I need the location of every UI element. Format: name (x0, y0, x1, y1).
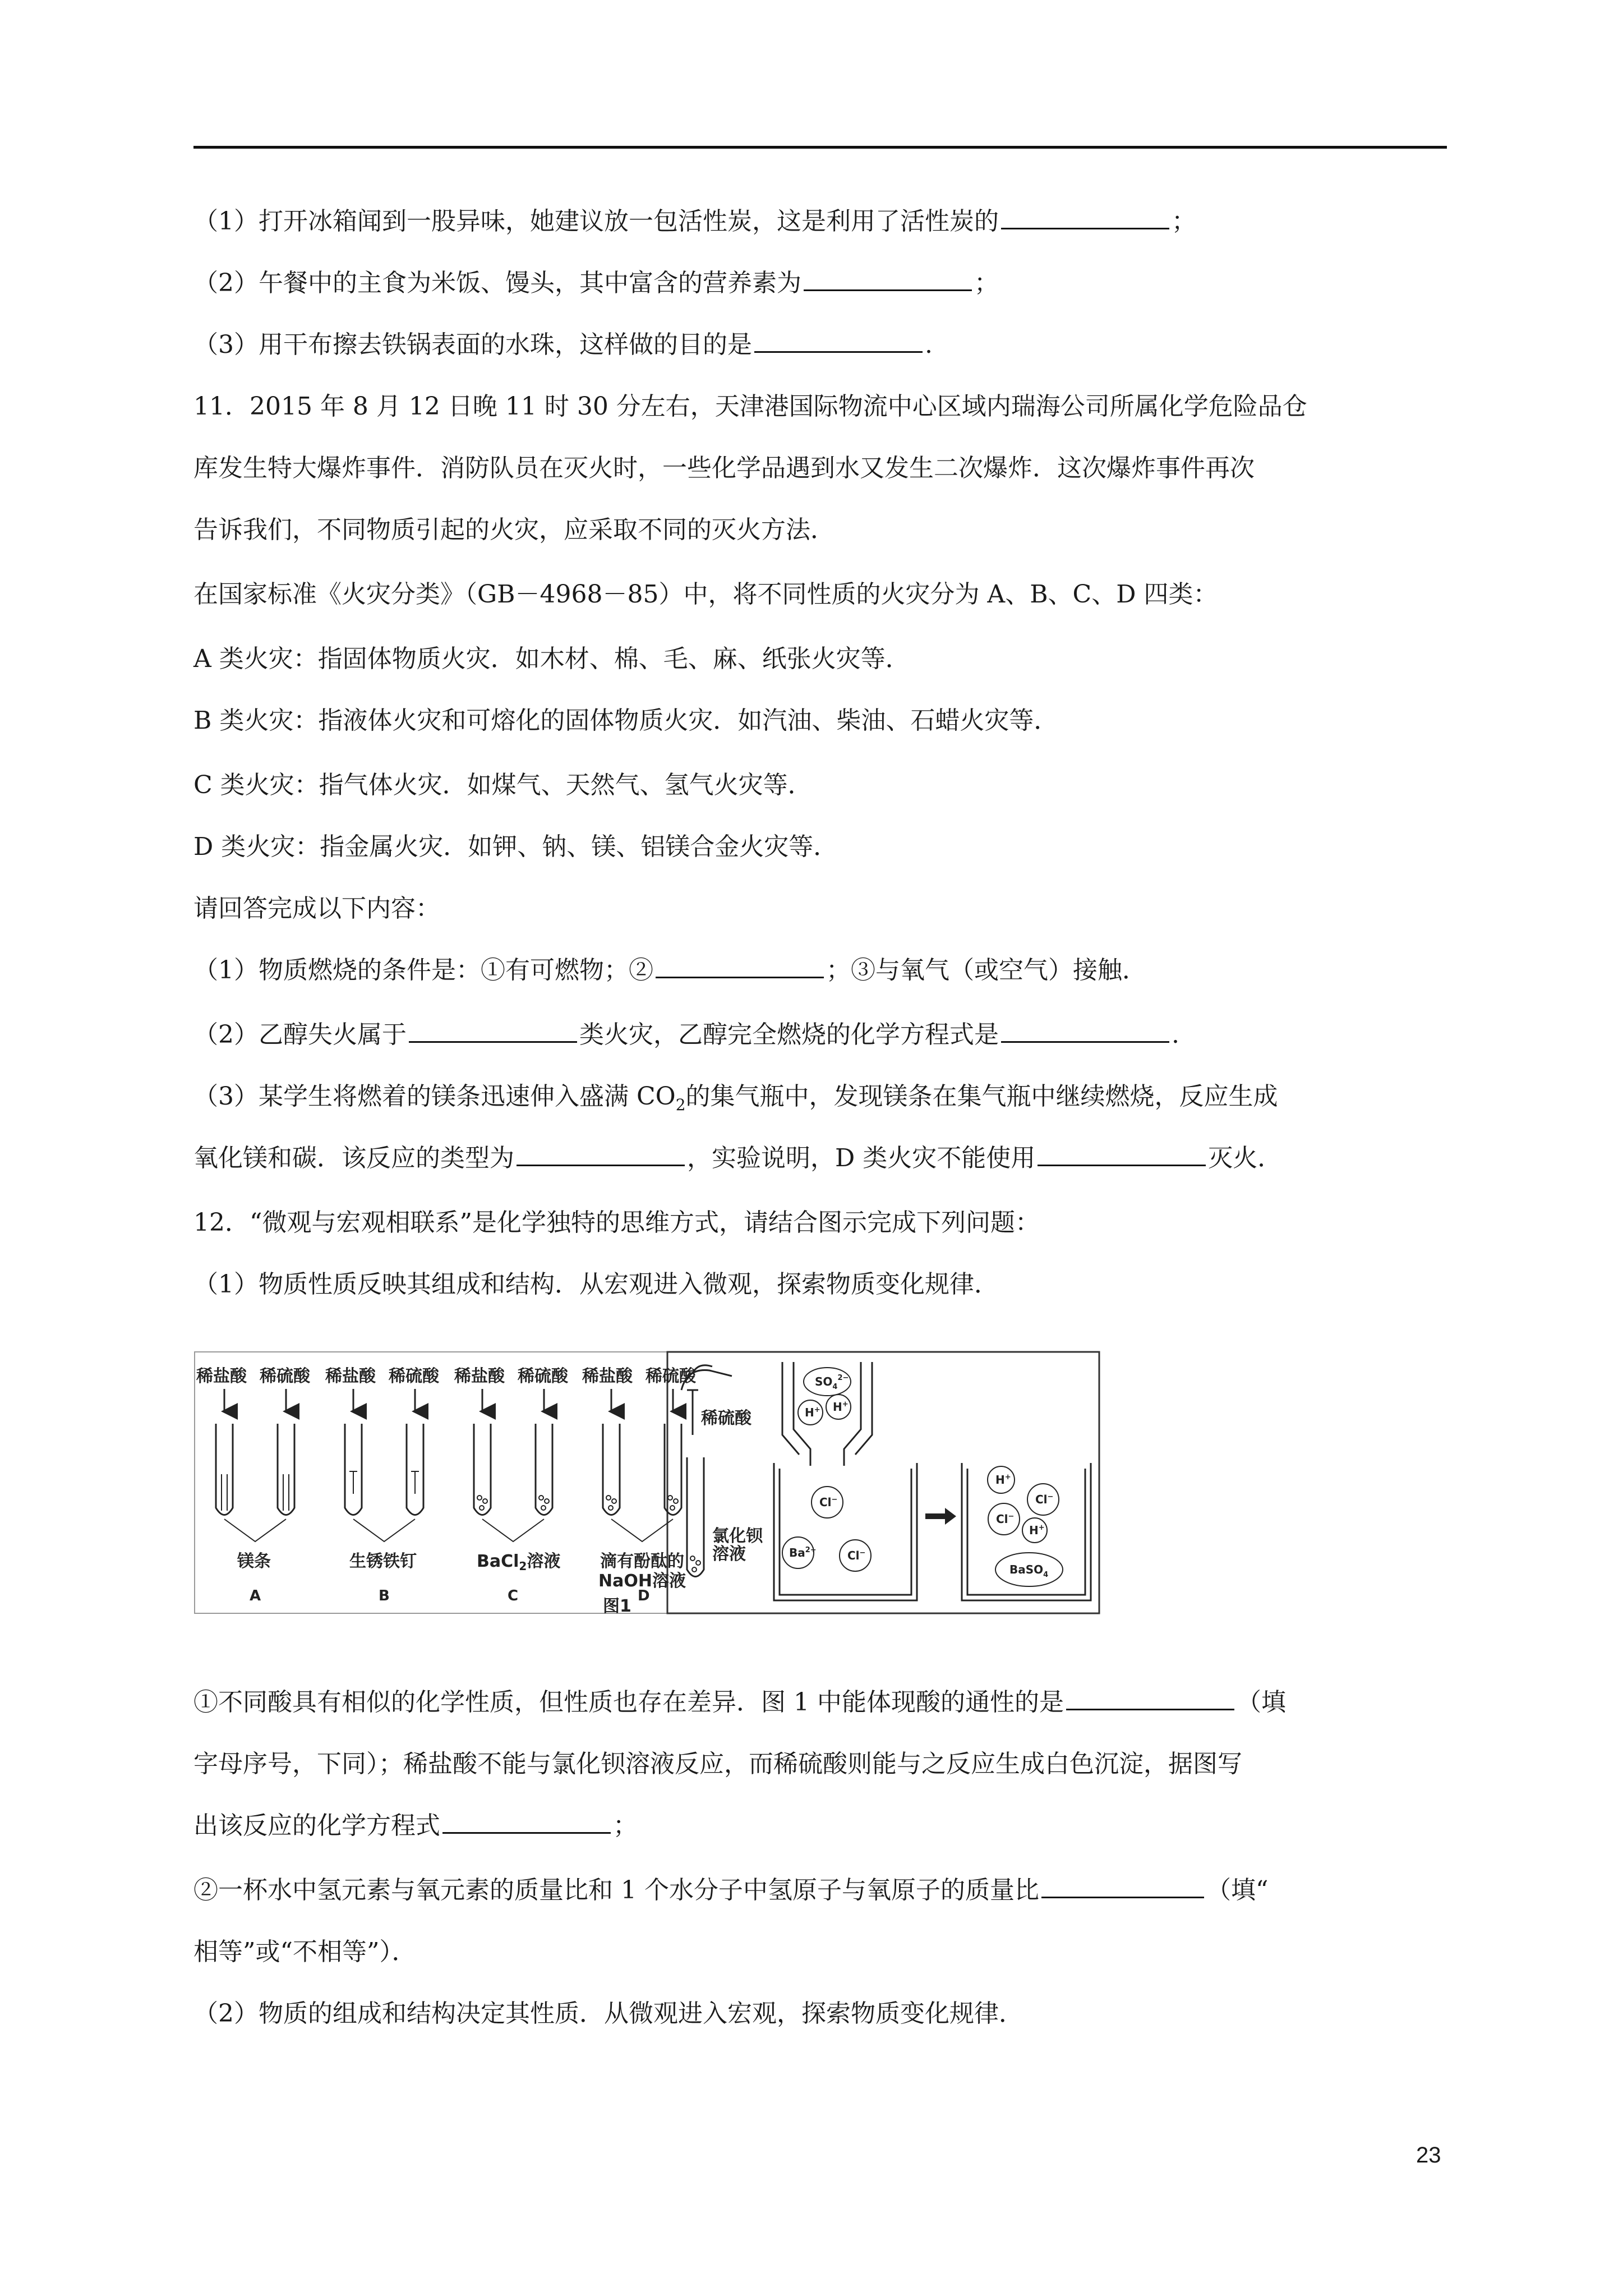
label-bacl2-solution-1: 氯化钡 (712, 1526, 763, 1546)
q12-part1-line2: 字母序号，下同）；稀盐酸不能与氯化钡溶液反应，而稀硫酸则能与之反应生成白色沉淀，据图写 (193, 1750, 1242, 1778)
q12-part2-line1: ②一杯水中氢元素与氧元素的质量比和 1 个水分子中氢原子与氧原子的质量比 （填“ (193, 1874, 1268, 1907)
label-d: D (638, 1588, 650, 1604)
q10-part1: （1）打开冰箱闻到一股异味，她建议放一包活性炭，这是利用了活性炭的 ； (193, 205, 1196, 238)
svg-text:H+: H+ (995, 1473, 1011, 1487)
label-hcl-d: 稀盐酸 (582, 1366, 633, 1386)
label-naoh: NaOH溶液 (598, 1571, 686, 1591)
label-h2so4-a: 稀硫酸 (260, 1366, 310, 1386)
label-bacl2-solution-2: 溶液 (712, 1544, 746, 1564)
answer-blank[interactable] (754, 329, 923, 353)
label-b: B (379, 1588, 390, 1604)
q12-sub1: （1）物质性质反映其组成和结构．从宏观进入微观，探索物质变化规律． (193, 1270, 999, 1299)
svg-text:H+: H+ (833, 1400, 849, 1414)
q10-part2: （2）午餐中的主食为米饭、馒头，其中富含的营养素为 ； (193, 266, 999, 300)
svg-text:Ba2+: $Ba^{2+}$ (789, 1546, 817, 1559)
label-h2so4-d: 稀硫酸 (645, 1366, 696, 1386)
answer-blank[interactable] (517, 1142, 685, 1166)
page-number: 23 (1416, 2143, 1441, 2168)
q11-sub1: （1）物质燃烧的条件是：①有可燃物；② ；③与氧气（或空气）接触． (193, 954, 1147, 987)
q11-line2: 库发生特大爆炸事件．消防队员在灭火时，一些化学品遇到水又发生二次爆炸．这次爆炸事件再次 (193, 454, 1255, 482)
q11-line1: 11．2015 年 8 月 12 日晚 11 时 30 分左右，天津港国际物流中心区域内瑞海公司所属化学危险品仓 (193, 392, 1307, 421)
ion-hydrogen: H (833, 1400, 842, 1414)
fire-class-b: B 类火灾：指液体火灾和可熔化的固体物质火灾．如汽油、柴油、石蜡火灾等． (193, 706, 1059, 735)
label-c: C (508, 1588, 519, 1604)
ion-hydrogen: H (1029, 1524, 1039, 1537)
figure-caption: 图1 (603, 1596, 631, 1614)
precipitate-baso4: BaSO (1009, 1563, 1044, 1576)
q12-part1-line3: 出该反应的化学方程式 ； (193, 1809, 638, 1843)
answer-blank[interactable] (1038, 1142, 1206, 1166)
label-bacl2: BaCl (477, 1552, 519, 1571)
label-hcl-a: 稀盐酸 (196, 1366, 247, 1386)
svg-text:Cl−: Cl− (1035, 1493, 1054, 1506)
svg-text:Cl−: Cl− (847, 1549, 866, 1562)
ion-sulfate: SO (815, 1375, 833, 1388)
label-h2so4-c: 稀硫酸 (518, 1366, 568, 1386)
label-h2so4-b: 稀硫酸 (389, 1366, 439, 1386)
svg-text:BaCl2溶液: BaCl$_2$溶液 (477, 1552, 561, 1573)
label-dropper-h2so4: 稀硫酸 (701, 1409, 751, 1428)
svg-text:H+: H+ (1029, 1524, 1045, 1537)
ion-chloride: Cl (996, 1512, 1008, 1526)
answer-blank[interactable] (1001, 205, 1169, 229)
ion-hydrogen: H (805, 1406, 814, 1419)
ion-chloride: Cl (1035, 1493, 1048, 1506)
q12-line1: 12．“微观与宏观相联系”是化学独特的思维方式，请结合图示完成下列问题： (193, 1208, 1040, 1237)
ion-hydrogen: H (995, 1473, 1005, 1487)
fire-class-a: A 类火灾：指固体物质火灾．如木材、棉、毛、麻、纸张火灾等． (193, 645, 910, 673)
fire-class-d: D 类火灾：指金属火灾．如钾、钠、镁、铝镁合金火灾等． (193, 832, 838, 861)
q11-line3: 告诉我们，不同物质引起的火灾，应采取不同的灭火方法． (193, 516, 835, 544)
q11-sub3-line2: 氧化镁和碳．该反应的类型为 ，实验说明，D 类火灾不能使用 灭火． (193, 1142, 1282, 1175)
answer-blank[interactable] (1001, 1019, 1169, 1043)
q11-prompt: 请回答完成以下内容： (193, 894, 440, 923)
ion-barium: Ba (789, 1546, 805, 1559)
figure-1-svg (193, 1351, 1101, 1614)
q11-line4: 在国家标准《火灾分类》（GB－4968－85）中，将不同性质的火灾分为 A、B、C、D 四类： (193, 580, 1218, 609)
label-phenolphthalein: 滴有酚酞的 (600, 1552, 684, 1571)
q10-part3: （3）用干布擦去铁锅表面的水珠，这样做的目的是 . (193, 328, 933, 362)
q11-sub3-line1: （3）某学生将燃着的镁条迅速伸入盛满 $CO_2$的集气瓶中，发现镁条在集气瓶中继续燃烧，反应生成 (193, 1082, 1278, 1114)
answer-blank[interactable] (442, 1810, 611, 1834)
label-hcl-b: 稀盐酸 (325, 1366, 376, 1386)
q12-sub2: （2）物质的组成和结构决定其性质．从微观进入宏观，探索物质变化规律． (193, 1999, 1023, 2028)
q11-sub2: （2）乙醇失火属于 类火灾，乙醇完全燃烧的化学方程式是 . (193, 1018, 1179, 1052)
answer-blank[interactable] (656, 954, 824, 978)
fire-class-c: C 类火灾：指气体火灾．如煤气、天然气、氢气火灾等． (193, 771, 813, 799)
label-a: A (250, 1588, 261, 1604)
svg-text:H+: H+ (805, 1406, 820, 1419)
svg-text:Cl−: Cl− (819, 1496, 838, 1509)
answer-blank[interactable] (1041, 1874, 1204, 1898)
ion-chloride: Cl (847, 1549, 860, 1562)
answer-blank[interactable] (804, 267, 972, 291)
answer-blank[interactable] (1066, 1686, 1234, 1710)
q12-part2-line2: 相等”或“不相等”）． (193, 1938, 417, 1966)
svg-text:Cl−: Cl− (996, 1512, 1015, 1526)
label-rust-nail: 生锈铁钉 (349, 1552, 417, 1571)
q12-part1-line1: ①不同酸具有相似的化学性质，但性质也存在差异．图 1 中能体现酸的通性的是 （填 (193, 1686, 1286, 1719)
svg-text:BaSO4: BaSO$_4$ (1009, 1563, 1049, 1579)
header-rule (193, 146, 1447, 149)
label-mg: 镁条 (237, 1552, 271, 1571)
label-hcl-c: 稀盐酸 (454, 1366, 505, 1386)
answer-blank[interactable] (409, 1019, 577, 1043)
figure-1 (193, 1351, 1101, 1614)
svg-text:SO42−: $SO_4^{2-}$ (815, 1374, 849, 1391)
ion-chloride: Cl (819, 1496, 832, 1509)
